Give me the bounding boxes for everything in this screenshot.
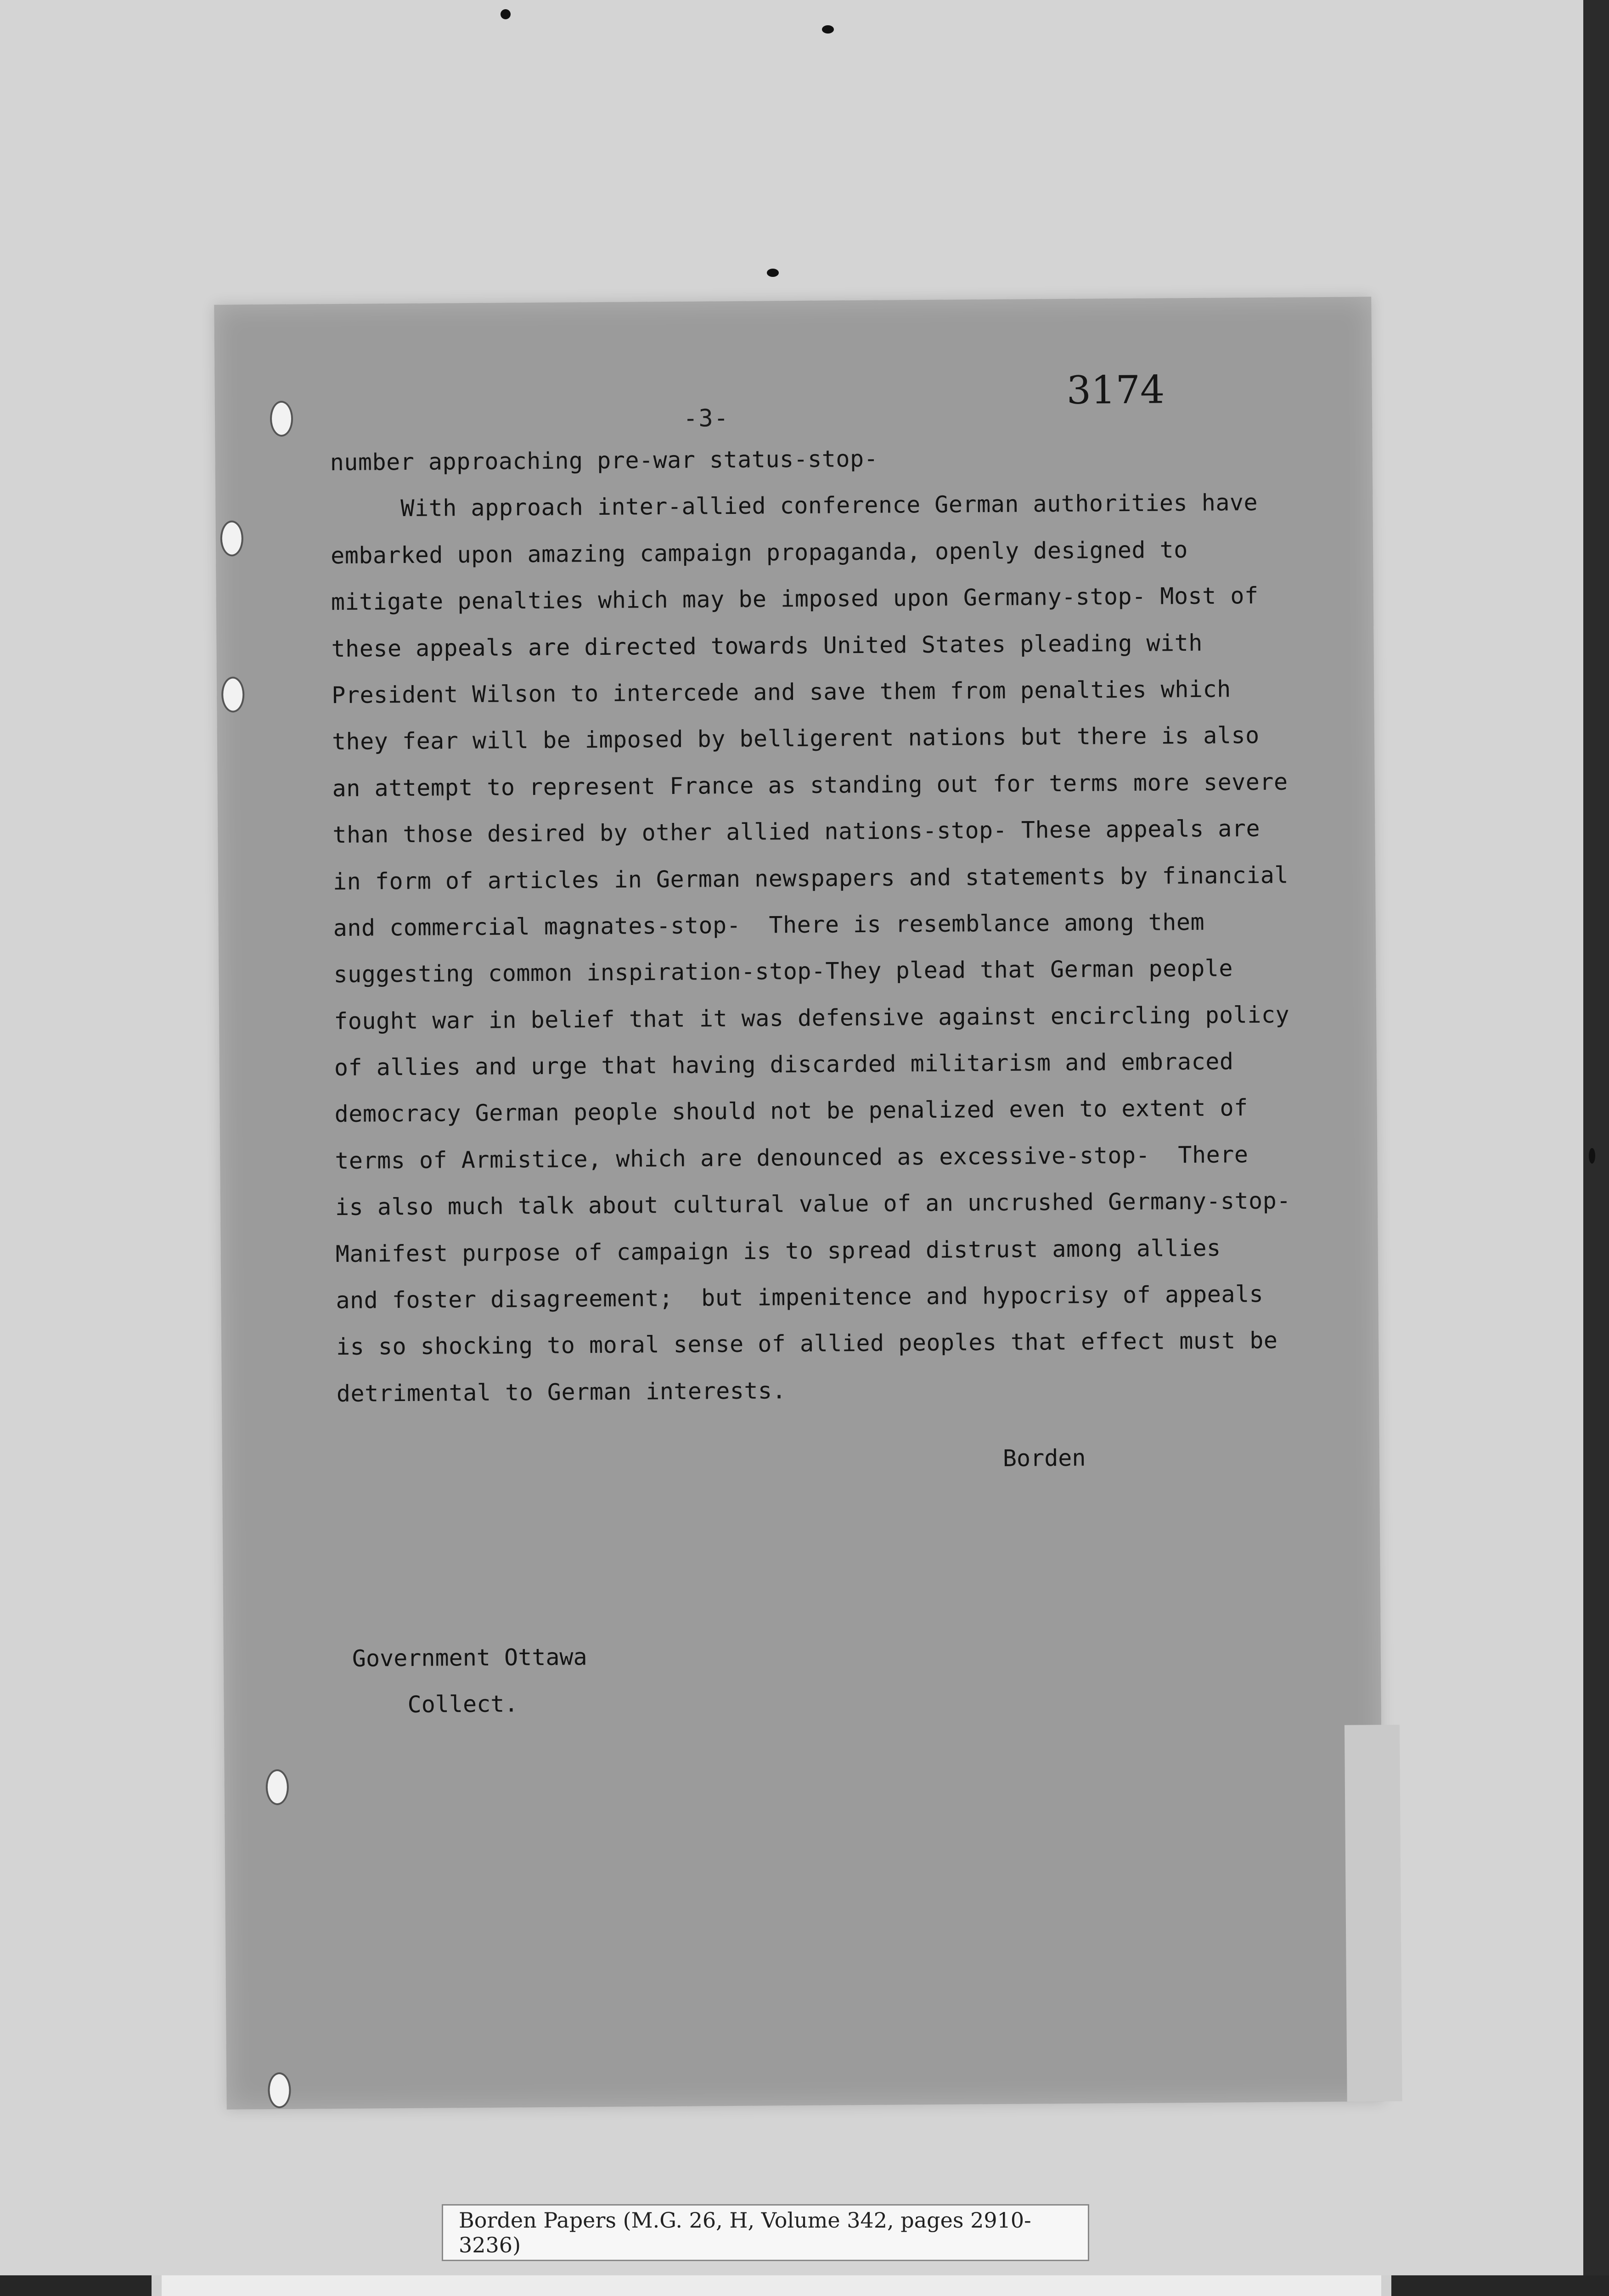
archives-card — [152, 2275, 1391, 2296]
text-line: in form of articles in German newspapers and statements by financial — [332, 861, 1289, 895]
text-line: democracy German people should not be penalized even to extent of — [334, 1094, 1248, 1128]
addressee-line: Government Ottawa — [352, 1643, 587, 1672]
text-line: Manifest purpose of campaign is to spread distrust among allies — [335, 1234, 1221, 1267]
folio-number: 3174 — [1066, 367, 1165, 413]
text-line: than those desired by other allied nations-stop- These appeals are — [332, 815, 1260, 849]
text-line: of allies and urge that having discarded militarism and embraced — [334, 1048, 1234, 1081]
punch-hole — [266, 1769, 289, 1805]
text-line: suggesting common inspiration-stop-They plead that German people — [333, 955, 1233, 988]
text-line: they fear will be imposed by belligerent nations but there is also — [332, 722, 1260, 755]
punch-hole — [270, 401, 293, 437]
text-line: detrimental to German interests. — [336, 1377, 787, 1407]
text-line: and commercial magnates-stop- There is resemblance among them — [333, 908, 1205, 941]
film-speck — [501, 9, 511, 19]
text-line: an attempt to represent France as standing out for terms more severe — [332, 768, 1288, 802]
telegram-page — [214, 297, 1384, 2109]
film-speck — [822, 25, 834, 34]
text-line: President Wilson to intercede and save them from penalties which — [332, 675, 1231, 709]
text-line: and foster disagreement; but impenitence and hypocrisy of appeals — [336, 1280, 1264, 1314]
text-line: embarked upon amazing campaign propaganda, openly designed to — [330, 536, 1188, 569]
film-speck — [767, 269, 779, 277]
signature: Borden — [1002, 1444, 1086, 1472]
text-line: fought war in belief that it was defensive against encircling policy — [334, 1001, 1290, 1035]
text-line: is so shocking to moral sense of allied peoples that effect must be — [336, 1327, 1278, 1361]
telegram-body — [330, 432, 1374, 1417]
text-line: mitigate penalties which may be imposed upon Germany-stop- Most of — [331, 582, 1259, 616]
text-line: these appeals are directed towards United States pleading with — [331, 629, 1203, 662]
text-line: is also much talk about cultural value of an uncrushed Germany-stop- — [335, 1187, 1291, 1221]
text-line: With approach inter-allied conference German authorities have — [330, 489, 1258, 523]
punch-hole — [220, 520, 244, 556]
text-line: terms of Armistice, which are denounced as excessive-stop- There — [335, 1141, 1249, 1174]
punch-hole — [221, 676, 245, 712]
collect-note: Collect. — [407, 1690, 518, 1718]
addressee-block — [352, 1634, 588, 1728]
text-line: number approaching pre-war status-stop- — [330, 445, 878, 476]
film-edge — [1583, 0, 1609, 2296]
film-speck — [1589, 1148, 1595, 1164]
page-number: -3- — [683, 405, 730, 433]
punch-hole — [268, 2072, 291, 2108]
reference-label: Borden Papers (M.G. 26, H, Volume 342, pages 2910-3236) — [442, 2204, 1089, 2261]
page-curl — [1345, 1725, 1402, 2102]
